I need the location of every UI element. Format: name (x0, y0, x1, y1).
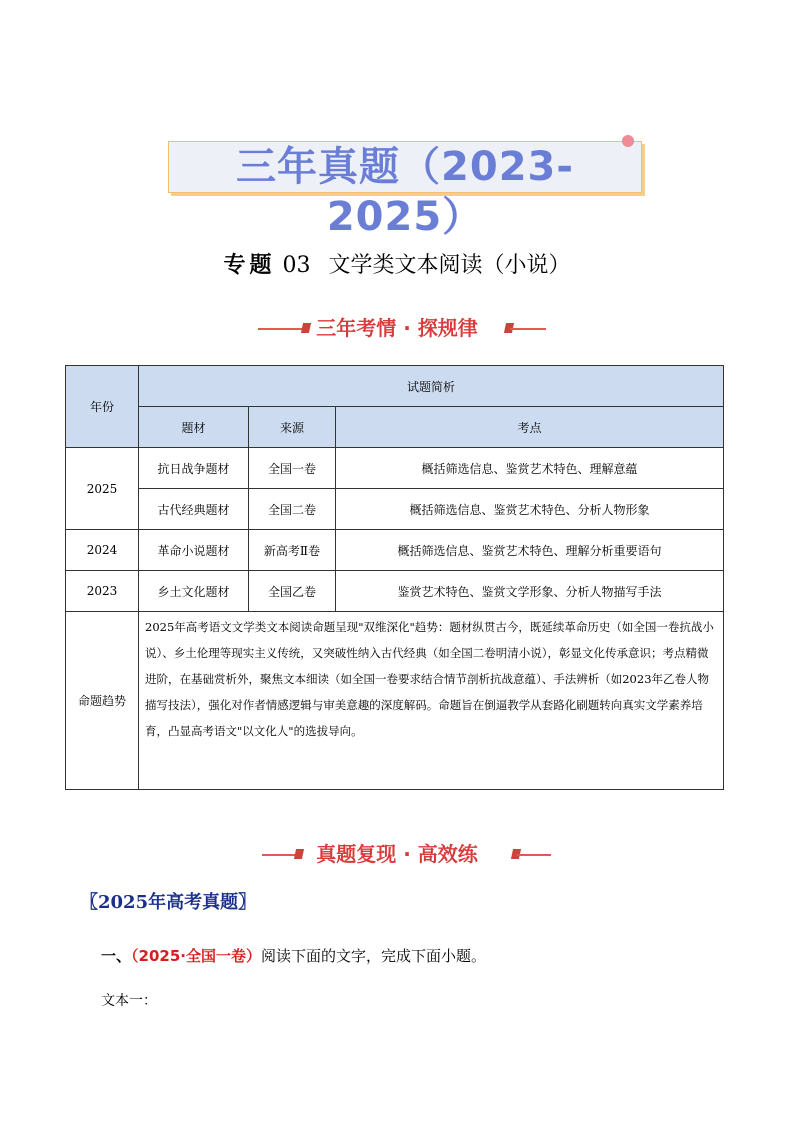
section-heading-label: 三年考情 · 探规律 (316, 316, 478, 340)
cell-source: 全国二卷 (249, 489, 336, 530)
table-row (66, 530, 724, 571)
cell-source: 全国乙卷 (249, 571, 336, 612)
header-points: 考点 (336, 407, 724, 448)
cell-topic: 乡土文化题材 (139, 571, 249, 612)
cell-topic: 古代经典题材 (139, 489, 249, 530)
cell-topic: 革命小说题材 (139, 530, 249, 571)
subtitle-title: 文学类文本阅读（小说） (328, 253, 571, 278)
cell-year: 2023 (66, 571, 139, 612)
text-one-label: 文本一： (101, 993, 157, 1009)
cell-points: 概括筛选信息、鉴赏艺术特色、理解意蕴 (336, 448, 724, 489)
question-number: 一、 (101, 947, 132, 965)
exam-analysis-table (65, 365, 724, 790)
cell-year: 2025 (66, 448, 139, 530)
header-analysis: 试题简析 (139, 366, 724, 407)
heading-line-right (510, 328, 546, 330)
header-year: 年份 (66, 366, 139, 448)
table-row (66, 489, 724, 530)
cell-source: 新高考Ⅱ卷 (249, 530, 336, 571)
cell-points: 概括筛选信息、鉴赏艺术特色、分析人物形象 (336, 489, 724, 530)
table-row (66, 448, 724, 489)
section-heading-trends (0, 314, 794, 342)
year-heading: 〖2025年高考真题〗 (80, 892, 257, 913)
header-source: 来源 (249, 407, 336, 448)
table-row (66, 571, 724, 612)
question-1 (101, 945, 486, 966)
cell-points: 概括筛选信息、鉴赏艺术特色、理解分析重要语句 (336, 530, 724, 571)
cell-topic: 抗日战争题材 (139, 448, 249, 489)
subtitle-number: 03 (282, 253, 311, 278)
subtitle-prefix: 专题 (223, 252, 276, 278)
cell-points: 鉴赏艺术特色、鉴赏文学形象、分析人物描写手法 (336, 571, 724, 612)
cell-source: 全国一卷 (249, 448, 336, 489)
title-banner (168, 141, 642, 240)
decorative-dot (622, 135, 634, 147)
section-heading-label: 真题复现 · 高效练 (316, 842, 478, 866)
question-instruction: 阅读下面的文字，完成下面小题。 (260, 947, 486, 965)
page-subtitle (0, 248, 794, 279)
header-topic: 题材 (139, 407, 249, 448)
heading-line-right (517, 854, 551, 856)
question-source: （2025·全国一卷） (131, 947, 261, 965)
trend-row (66, 612, 724, 790)
banner-title: 三年真题（2023-2025） (236, 144, 574, 240)
trend-label: 命题趋势 (66, 612, 139, 790)
cell-year: 2024 (66, 530, 139, 571)
section-heading-practice (0, 840, 794, 868)
trend-text: 2025年高考语文文学类文本阅读命题呈现"双维深化"趋势：题材纵贯古今，既延续革命历史（如全国一卷抗战小说）、乡土伦理等现实主义传统，又突破性纳入古代经典（如全国二卷明清小说），彰显文化传承意识；考点精微进阶，在基础赏析外，聚焦文本细读（如全国一卷要求结合情节剖析抗战意蕴）、手法辨析（如2023年乙卷人物描写技法），强化对作者情感逻辑与审美意趣的深度解码。命题旨在倒逼教学从套路化刷题转向真实文学素养培育，凸显高考语文"以文化人"的选拔导向。 (139, 612, 724, 790)
